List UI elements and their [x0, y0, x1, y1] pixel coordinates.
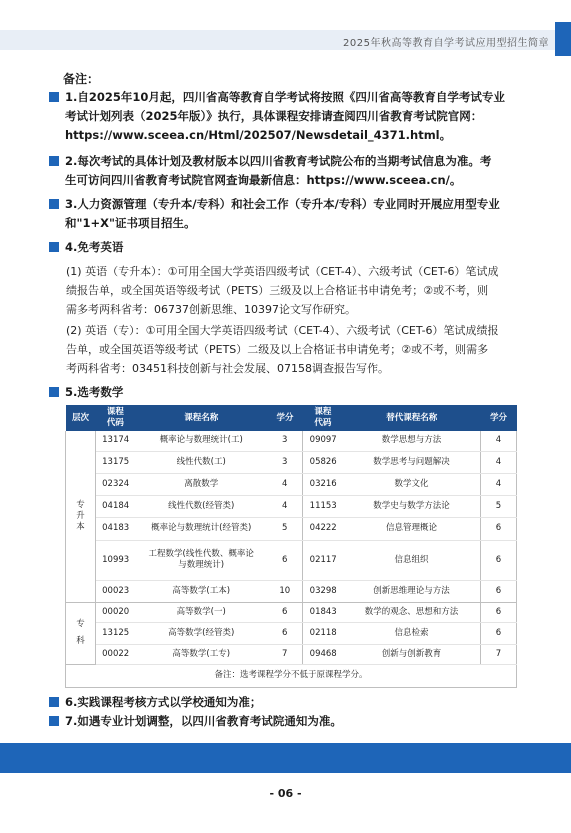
table-header-row [66, 405, 517, 431]
exemption-paragraph-1: (1) 英语（专升本）：①可用全国大学英语四级考试（CET-4）、六级考试（CET-6）笔试成 绩报告单，或全国英语等级考试（PETS）三级及以上合格证书申请免考；②或不考，则 需多考两科省考：06737创新思维、10397论文写作研究。 [66, 265, 499, 316]
bullet-square-icon [49, 156, 59, 166]
note-5: 5.选考数学 [49, 383, 519, 402]
th-code: 课程 代码 [95, 405, 135, 431]
th-name: 课程名称 [135, 405, 267, 431]
table-remark-row [66, 664, 517, 687]
note-6: 6.实践课程考核方式以学校通知为准； [49, 693, 519, 712]
note-4: 4.免考英语 [49, 238, 519, 257]
header-accent-bar [555, 22, 571, 56]
bullet-square-icon [49, 697, 59, 707]
bullet-square-icon [49, 387, 59, 397]
th-alt-name: 替代课程名称 [343, 405, 481, 431]
page-number: - 06 - [269, 787, 302, 800]
notes-label: 备注： [63, 72, 100, 86]
table-row: 02324 离散数学 4 03216 数学文化 4 [66, 473, 517, 495]
table-row: 13175 线性代数(工) 3 05826 数学思考与问题解决 4 [66, 451, 517, 473]
bullet-square-icon [49, 92, 59, 102]
bullet-square-icon [49, 716, 59, 726]
header-title: 2025年秋高等教育自学考试应用型招生简章 [343, 38, 549, 49]
th-credit: 学分 [267, 405, 303, 431]
footer-band [0, 743, 571, 773]
note-3: 3.人力资源管理（专升本/专科）和社会工作（专升本/专科）专业同时开展应用型专业 和"1+X"证书项目招生。 [49, 195, 519, 233]
table-row: 专 科 00020 高等数学(一) 6 01843 数学的观念、思想和方法 6 [66, 602, 517, 622]
category-zhuanshengben: 专 升 本 [66, 431, 96, 602]
th-alt-credit: 学分 [481, 405, 517, 431]
table-row: 13125 高等数学(经管类) 6 02118 信息检索 6 [66, 622, 517, 644]
th-alt-code: 课程 代码 [303, 405, 343, 431]
table-row: 00022 高等数学(工专) 7 09468 创新与创新教育 7 [66, 644, 517, 664]
table-row: 专 升 本 13174 概率论与数理统计(工) 3 09097 数学思想与方法 4 [66, 431, 517, 451]
note-1: 1.自2025年10月起，四川省高等教育自学考试将按照《四川省高等教育自学考试专业 考试计划列表（2025年版）》执行，具体课程安排请查阅四川省教育考试院官网： https://www.sceea.cn/Html/202507/Newsdetail_4371.html。 [49, 88, 519, 145]
table-row: 04183 概率论与数理统计(经管类) 5 04222 信息管理概论 6 [66, 517, 517, 540]
table-remark: 备注：选考课程学分不低于原课程学分。 [66, 664, 517, 687]
table-row: 04184 线性代数(经管类) 4 11153 数学史与数学方法论 5 [66, 495, 517, 517]
math-course-table [65, 405, 517, 688]
table-row: 00023 高等数学(工本) 10 03298 创新思维理论与方法 6 [66, 580, 517, 602]
th-level: 层次 [66, 405, 96, 431]
note-7: 7.如遇专业计划调整，以四川省教育考试院通知为准。 [49, 712, 519, 731]
note-2: 2.每次考试的具体计划及教材版本以四川省教育考试院公布的当期考试信息为准。考 生可访问四川省教育考试院官网查询最新信息：https://www.sceea.cn/。 [49, 152, 519, 190]
table-row: 10993 工程数学(线性代数、概率论 与数理统计) 6 02117 信息组织 6 [66, 540, 517, 580]
category-zhuanke: 专 科 [66, 602, 96, 664]
bullet-square-icon [49, 242, 59, 252]
bullet-square-icon [49, 199, 59, 209]
exemption-paragraph-2: (2) 英语（专）：①可用全国大学英语四级考试（CET-4）、六级考试（CET-6）笔试成绩报 告单，或全国英语等级考试（PETS）二级及以上合格证书申请免考；②或不考，则需多 考两科省考：03451科技创新与社会发展、07158调查报告写作。 [66, 324, 499, 375]
